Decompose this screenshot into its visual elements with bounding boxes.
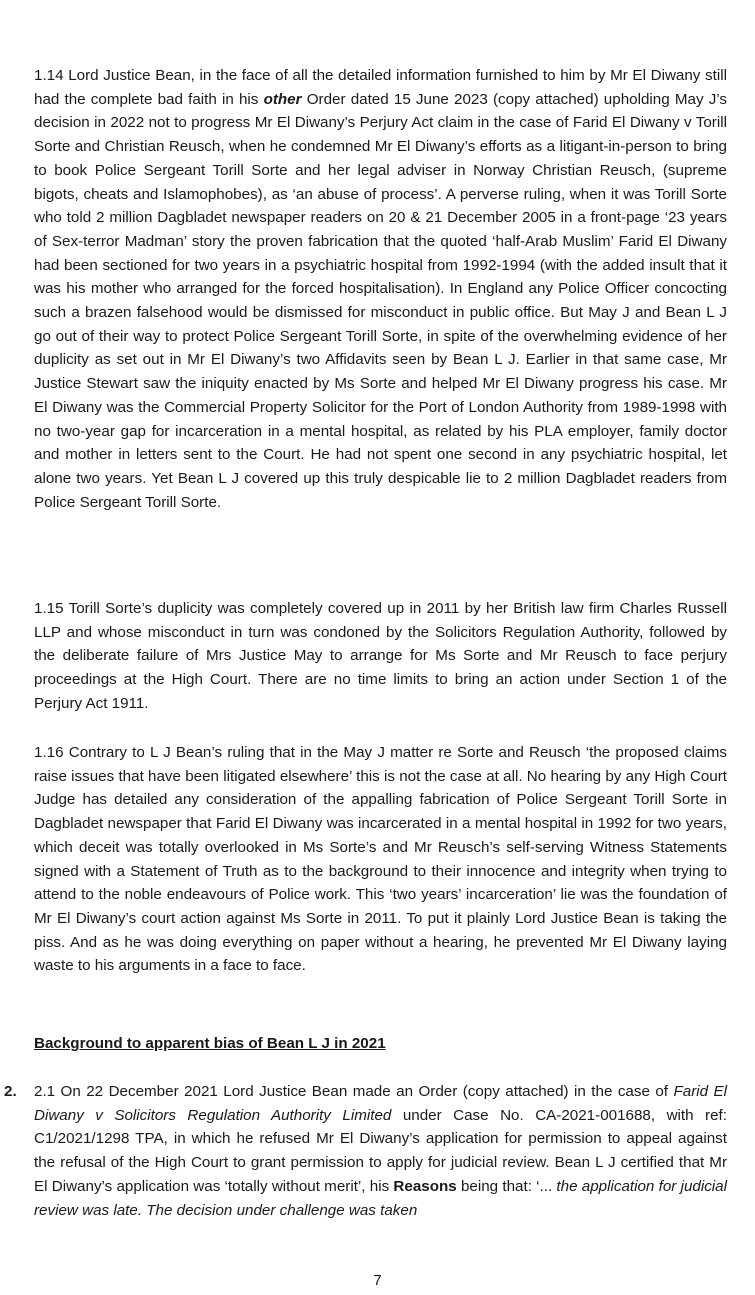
paragraph-1-14-text-b: Order dated 15 June 2023 (copy attached) upholding May J’s decision in 2022 not to progress Mr El Diwany’s Perjury Act claim in the case of Farid El Diwany v Torill Sorte and Christian Reusch, when he condemned Mr El Diwany’s efforts as a litigant-in-person to bring to book Police Sergeant Torill Sorte and her legal adviser in Norway Christian Reusch, (supreme bigots, cheats and Islamophobes), as ‘an abuse of process’. A perverse ruling, when it was Torill Sorte who told 2 million Dagbladet newspaper readers on 20 & 21 December 2005 in a front-page ‘23 years of Sex-terror Madman’ story the proven fabrication that the quoted ‘half-Arab Muslim’ Farid El Diwany had been sectioned for two years in a psychiatric hospital from 1992-1994 (with the added insult that it was his mother who arranged for the forced hospitalisation). In England any Police Officer concocting such a brazen falsehood would be dismissed for misconduct in public office. But May J and Bean L J go out of their way to protect Police Sergeant Torill Sorte, in spite of the overwhelming evidence of her duplicity as set out in Mr El Diwany’s two Affidavits seen by Bean L J. Earlier in that same case, Mr Justice Stewart saw the iniquity enacted by Ms Sorte and helped Mr El Diwany progress his case. Mr El Diwany was the Commercial Property Solicitor for the Port of London Authority from 1989-1998 with no two-year gap for incarceration in a mental hospital, as related by his PLA employer, family doctor and mother in letters sent to the Court. He had not spent one second in any psychiatric hospital, let alone two years. Yet Bean L J covered up this truly despicable lie to 2 million Dagbladet readers from Police Sergeant Torill Sorte.	[34, 90, 727, 511]
paragraph-1-16: 1.16 Contrary to L J Bean’s ruling that in the May J matter re Sorte and Reusch ‘the proposed claims raise issues that have been litigated elsewhere’ this is not the case at all. No hearing by any High Court Judge has detailed any consideration of the appalling fabrication of Police Sergeant Torill Sorte in Dagbladet newspaper that Farid El Diwany was incarcerated in a mental hospital in 1992 for two years, which deceit was totally overlooked in Ms Sorte’s and Mr Reusch’s self-serving Witness Statements signed with a Statement of Truth as to the background to their innocence and integrity when trying to attend to the noble endeavours of Police work. This ‘two years’ incarceration’ lie was the foundation of Mr El Diwany’s court action against Ms Sorte in 2011. To put it plainly Lord Justice Bean is taking the piss. And as he was doing everything on paper without a hearing, he prevented Mr El Diwany laying waste to his arguments in a face to face.	[34, 744, 727, 975]
section-heading: Background to apparent bias of Bean L J in 2021	[34, 1035, 386, 1052]
paragraph-2-1-text-b: under Case No. CA-2021-001688, with ref: C1/2021/1298 TPA, in which he refused Mr El Diwany’s application for permission to appeal against the refusal of the High Court to grant permission to apply for judicial review. Bean L J certified that Mr El Diwany’s application was ‘totally without merit’, his	[34, 1106, 727, 1195]
paragraph-1-14-text-a: 1.14 Lord Justice Bean, in the face of all the detailed information furnished to him by Mr El Diwany still had the complete bad faith in his	[34, 67, 727, 108]
reasons-quote: the application for judicial review was late. The decision under challenge was taken	[34, 1177, 728, 1219]
case-name: Farid El Diwany v Solicitors Regulation Authority Limited	[34, 1083, 728, 1124]
paragraph-2-1-text-a: 2.1 On 22 December 2021 Lord Justice Bean made an Order (copy attached) in the case of	[34, 1083, 674, 1100]
paragraph-1-14	[34, 64, 727, 514]
paragraph-2-1	[34, 1080, 727, 1222]
reasons-label: Reasons	[393, 1177, 457, 1195]
paragraph-2-1-text-c: being that: ‘...	[456, 1177, 557, 1195]
emphasis-other: other	[263, 90, 302, 108]
page-number: 7	[373, 1272, 382, 1289]
section-number: 2.	[4, 1083, 17, 1100]
paragraph-1-15: 1.15 Torill Sorte’s duplicity was completely covered up in 2011 by her British law firm Charles Russell LLP and whose misconduct in turn was condoned by the Solicitors Regulation Authority, followed by the deliberate failure of Mrs Justice May to arrange for Ms Sorte and Mr Reusch to face perjury proceedings at the High Court. There are no time limits to bring an action under Section 1 of the Perjury Act 1911.	[34, 600, 727, 712]
